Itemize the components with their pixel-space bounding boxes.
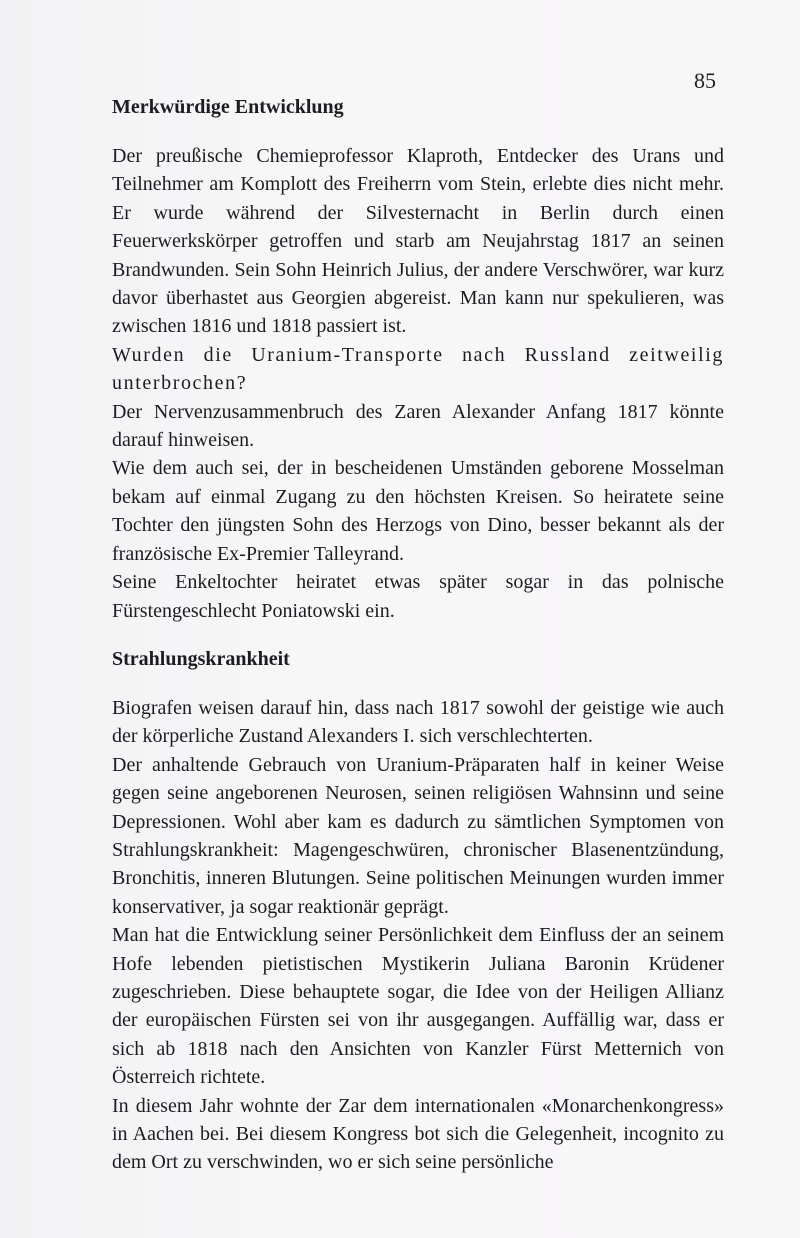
section-heading-strahlungskrankheit: Strahlungskrankheit [112,647,290,670]
section-heading-merkwuerdige-entwicklung: Merkwürdige Entwicklung [112,96,344,118]
paragraph: Biografen weisen darauf hin, dass nach 1817 sowohl der geistige wie auch der körperliche Zustand Alexanders I. sich verschlechterten. [112,696,724,748]
page-body [112,93,724,1177]
paragraph: Wie dem auch sei, der in bescheidenen Umständen geborene Mosselman bekam auf einmal Zugang zu den höchsten Kreisen. So heiratete seine Tochter den jüngsten Sohn des Herzogs von Dino, besser bekannt als der französische Ex-Premier Talleyrand. [112,457,724,565]
paragraph: In diesem Jahr wohnte der Zar dem internationalen «Monarchenkongress» in Aachen bei. Bei diesem Kongress bot sich die Gelegenheit, incognito zu dem Ort zu verschwinden, wo er sich seine persönliche [112,1094,724,1174]
paragraph: Der anhaltende Gebrauch von Uranium-Präparaten half in keiner Weise gegen seine angeborenen Neurosen, seinen religiösen Wahnsinn und seine Depressionen. Wohl aber kam es dadurch zu sämtlichen Symptomen von Strahlungskrankheit: Magengeschwüren, chronischer Blasenentzündung, Bronchitis, inneren Blutungen. Seine politischen Meinungen wurden immer konservativer, ja sogar reaktionär geprägt. [112,753,724,918]
paragraph: Der preußische Chemieprofessor Klaproth, Entdecker des Urans und Teilnehmer am Komplott des Freiherrn vom Stein, erlebte dies nicht mehr. Er wurde während der Silvesternacht in Berlin durch einen Feuerwerkskörper getroffen und starb am Neujahrstag 1817 an seinen Brandwunden. Sein Sohn Heinrich Julius, der andere Verschwörer, war kurz davor überhastet aus Georgien abgereist. Man kann nur spekulieren, was zwischen 1816 und 1818 passiert ist. [112,145,724,338]
paragraph: Seine Enkeltochter heiratet etwas später sogar in das polnische Fürstengeschlecht Poniatowski ein. [112,571,724,622]
paragraph: Der Nervenzusammenbruch des Zaren Alexander Anfang 1817 könnte darauf hinweisen. [112,400,724,452]
page-number: 85 [694,68,716,93]
paragraph: Man hat die Entwicklung seiner Persönlichkeit dem Einfluss der an seinem Hofe lebenden pietistischen Mystikerin Juliana Baronin Krüdener zugeschrieben. Diese behauptete sogar, die Idee von der Heiligen Allianz der europäischen Fürsten sei von ihr ausgegangen. Auffällig war, dass er sich ab 1818 nach den Ansichten von Kanzler Fürst Metternich von Österreich richtete. [112,924,724,1089]
paragraph: Wurden die Uranium-Transporte nach Russland zeitweilig unterbrochen? [112,343,724,395]
